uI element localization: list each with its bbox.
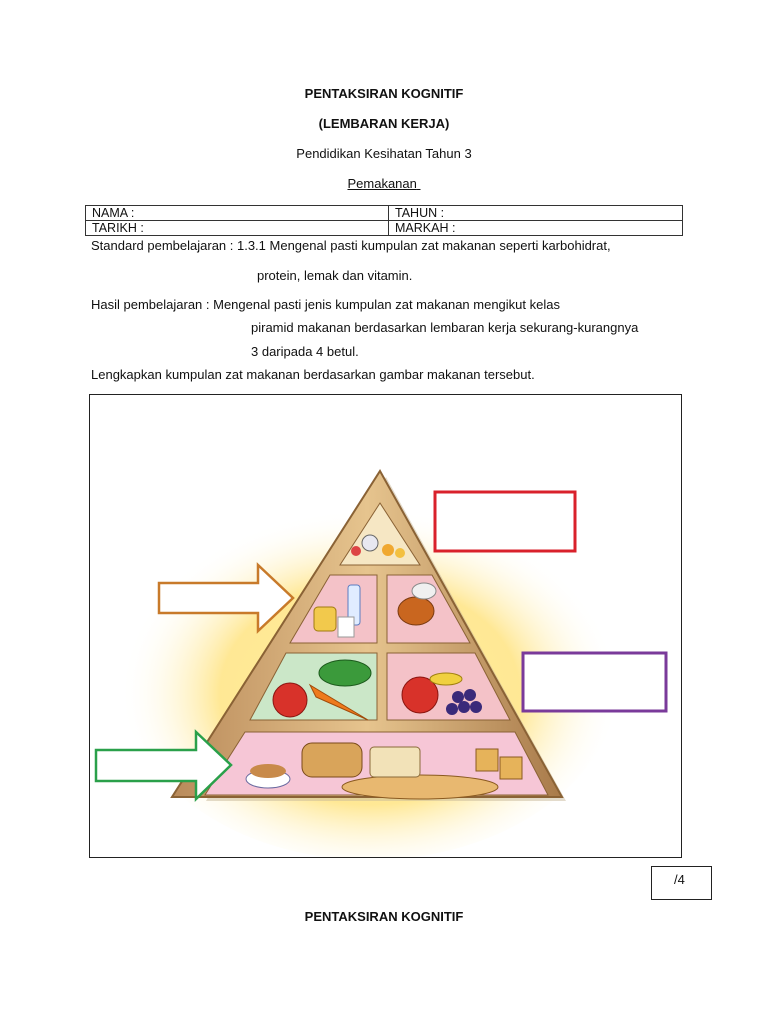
answer-box-top[interactable] — [435, 492, 575, 551]
student-info-table — [85, 205, 683, 236]
banana-icon — [430, 673, 462, 685]
tomato-icon — [273, 683, 307, 717]
markah-field[interactable]: MARKAH : — [389, 221, 683, 236]
hasil-pembelajaran-line3: 3 daripada 4 betul. — [251, 344, 359, 359]
subject-line: Pendidikan Kesihatan Tahun 3 — [296, 146, 472, 161]
candy-icon — [362, 535, 378, 551]
yogurt-icon — [338, 617, 354, 637]
topic-line — [0, 176, 768, 191]
greens-icon — [319, 660, 371, 686]
footer-title: PENTAKSIRAN KOGNITIF — [304, 909, 464, 924]
cracker-icon — [500, 757, 522, 779]
worksheet-title: PENTAKSIRAN KOGNITIF — [304, 86, 464, 101]
baguette-icon — [342, 775, 498, 799]
egg-icon — [412, 583, 436, 599]
answer-box-fruits[interactable] — [523, 653, 666, 711]
sweet-icon — [351, 546, 361, 556]
cracker-icon — [476, 749, 498, 771]
hasil-pembelajaran: Hasil pembelajaran : Mengenal pasti jenis kumpulan zat makanan mengikut kelas — [91, 297, 560, 312]
score-box[interactable] — [651, 866, 712, 900]
hasil-pembelajaran-line2: piramid makanan berdasarkan lembaran kerja sekurang-kurangnya — [251, 320, 639, 335]
food-pyramid-figure — [89, 394, 682, 858]
sweet-icon — [395, 548, 405, 558]
sweet-icon — [382, 544, 394, 556]
worksheet-subtitle: (LEMBARAN KERJA) — [318, 116, 450, 131]
bread-slice-icon — [370, 747, 420, 777]
tahun-field[interactable]: TAHUN : — [389, 206, 683, 221]
chicken-icon — [398, 597, 434, 625]
nama-field[interactable]: NAMA : — [86, 206, 389, 221]
bread-loaf-icon — [302, 743, 362, 777]
tarikh-field[interactable]: TARIKH : — [86, 221, 389, 236]
score-text: /4 — [674, 872, 685, 887]
standard-pembelajaran-line2: protein, lemak dan vitamin. — [257, 268, 413, 283]
instruction: Lengkapkan kumpulan zat makanan berdasarkan gambar makanan tersebut. — [91, 367, 535, 382]
standard-pembelajaran: Standard pembelajaran : 1.3.1 Mengenal pasti kumpulan zat makanan seperti karbohidrat, — [91, 238, 611, 253]
grapes-icon — [446, 703, 458, 715]
food-pyramid-illustration — [90, 395, 681, 857]
noodles-icon — [250, 764, 286, 778]
topic-text: Pemakanan — [347, 176, 417, 191]
cheese-icon — [314, 607, 336, 631]
